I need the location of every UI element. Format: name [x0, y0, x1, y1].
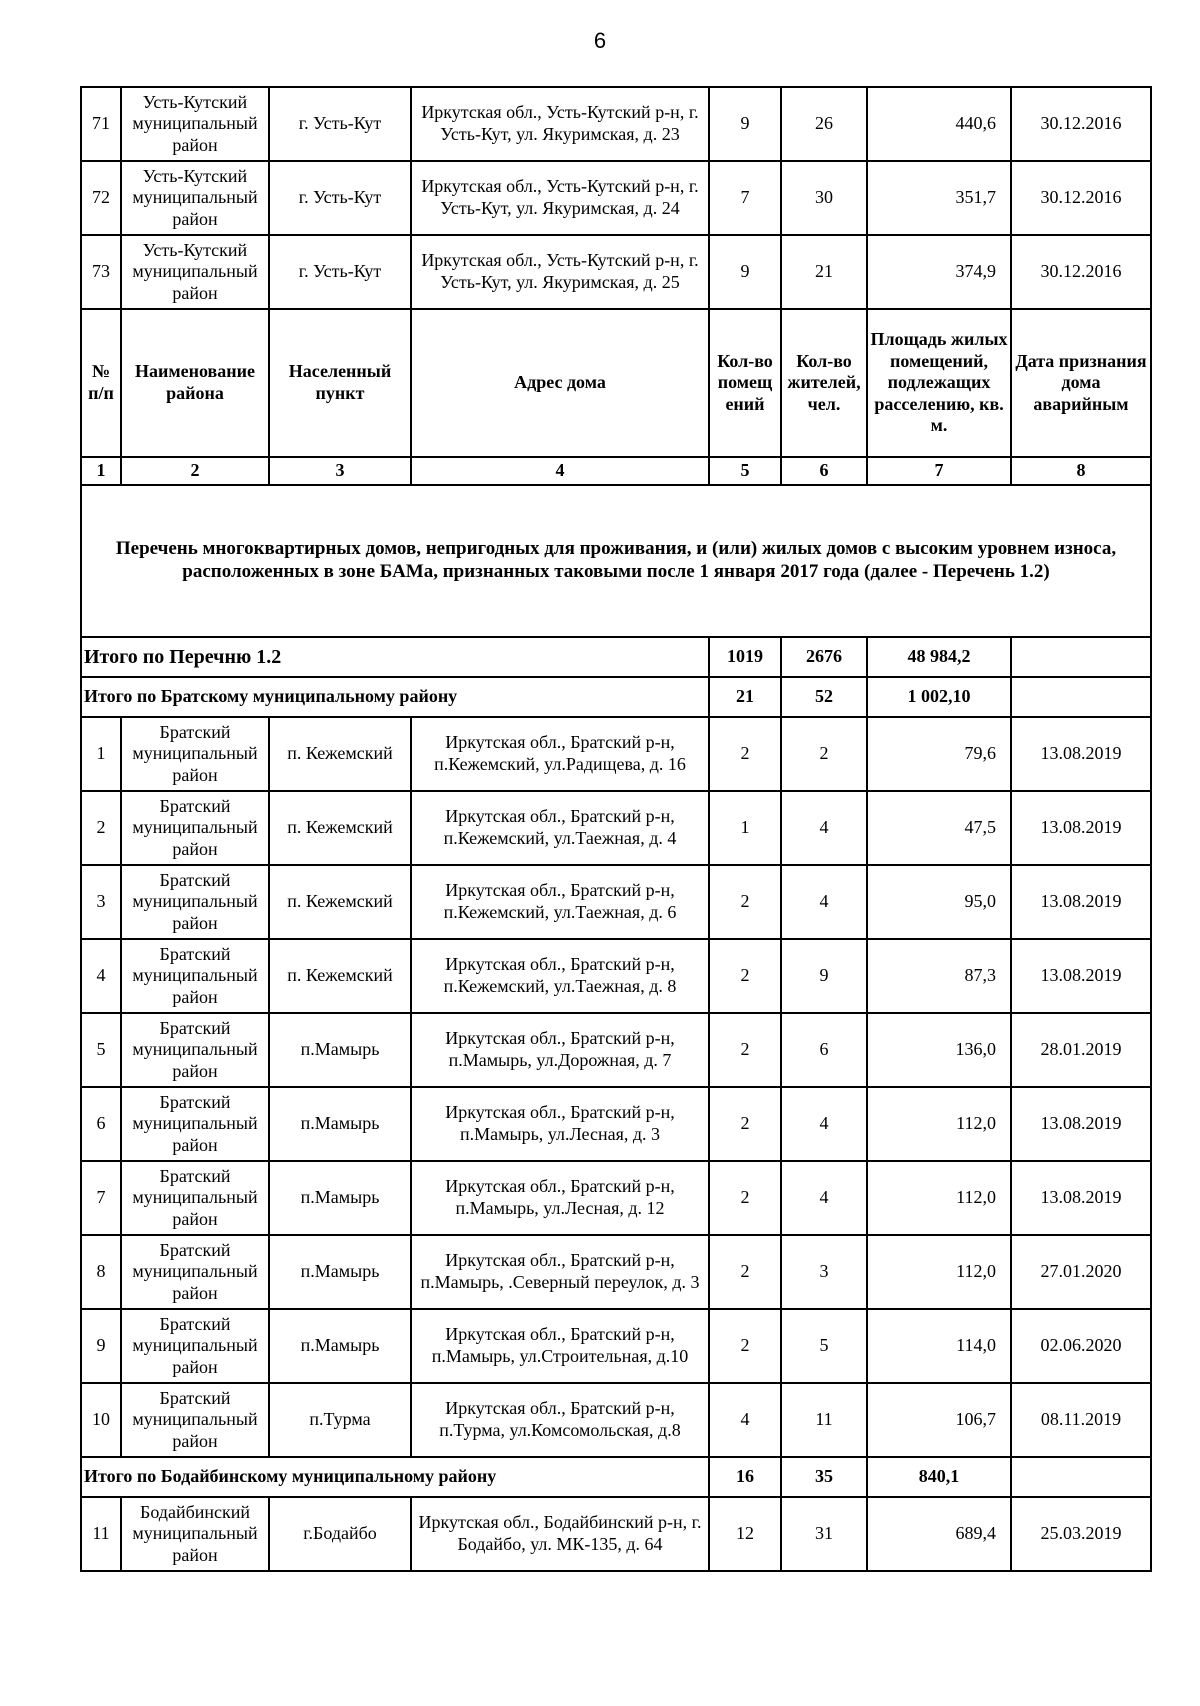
cell-residents: 4: [781, 865, 867, 939]
cell-no: 8: [81, 1235, 121, 1309]
cell-address: Иркутская обл., Братский р-н, п.Мамырь, ул.Лесная, д. 12: [411, 1161, 709, 1235]
total-bodaibo-row: [81, 1457, 1151, 1497]
cell-address: Иркутская обл., Братский р-н, п.Турма, ул.Комсомольская, д.8: [411, 1383, 709, 1457]
table-row: [81, 865, 1151, 939]
cell-residents: 4: [781, 791, 867, 865]
bratsk-rows: [81, 717, 1151, 1457]
cell-no: 6: [81, 1087, 121, 1161]
cell-settlement: п. Кежемский: [269, 791, 411, 865]
cell-residents: 9: [781, 939, 867, 1013]
cell-rooms: 2: [709, 717, 781, 791]
total-bodaibo-label: Итого по Бодайбинскому муниципальному району: [81, 1457, 709, 1497]
cell-settlement: г. Усть-Кут: [269, 87, 411, 161]
table-row: [81, 1309, 1151, 1383]
total-bratsk-label: Итого по Братскому муниципальному району: [81, 677, 709, 717]
cell-rooms: 12: [709, 1497, 781, 1571]
cell-residents: 30: [781, 161, 867, 235]
table-row: [81, 1235, 1151, 1309]
table-row: [81, 161, 1151, 235]
total-bratsk-date: [1011, 677, 1151, 717]
cell-area: 112,0: [867, 1235, 1011, 1309]
header-residents: Кол-во жителей, чел.: [781, 309, 867, 457]
cell-district: Братский муниципальный район: [121, 1235, 269, 1309]
cell-settlement: г. Усть-Кут: [269, 235, 411, 309]
cell-date: 30.12.2016: [1011, 235, 1151, 309]
cell-area: 95,0: [867, 865, 1011, 939]
cell-address: Иркутская обл., Братский р-н, п.Кежемский, ул.Таежная, д. 6: [411, 865, 709, 939]
cell-settlement: п. Кежемский: [269, 939, 411, 1013]
cell-residents: 3: [781, 1235, 867, 1309]
cell-address: Иркутская обл., Братский р-н, п.Мамырь, .Северный переулок, д. 3: [411, 1235, 709, 1309]
cell-area: 87,3: [867, 939, 1011, 1013]
cell-settlement: п. Кежемский: [269, 865, 411, 939]
cell-date: 25.03.2019: [1011, 1497, 1151, 1571]
cell-district: Братский муниципальный район: [121, 939, 269, 1013]
cell-no: 73: [81, 235, 121, 309]
cell-no: 7: [81, 1161, 121, 1235]
cell-no: 5: [81, 1013, 121, 1087]
cell-address: Иркутская обл., Братский р-н, п.Мамырь, ул.Дорожная, д. 7: [411, 1013, 709, 1087]
column-number: 1: [81, 457, 121, 485]
cell-no: 10: [81, 1383, 121, 1457]
table-row: [81, 791, 1151, 865]
table-row: [81, 235, 1151, 309]
total-bodaibo-date: [1011, 1457, 1151, 1497]
housing-registry-table: [80, 86, 1152, 1572]
cell-address: Иркутская обл., Бодайбинский р-н, г. Бодайбо, ул. МК-135, д. 64: [411, 1497, 709, 1571]
cell-area: 106,7: [867, 1383, 1011, 1457]
column-number: 5: [709, 457, 781, 485]
cell-no: 2: [81, 791, 121, 865]
cell-date: 13.08.2019: [1011, 717, 1151, 791]
cell-address: Иркутская обл., Усть-Кутский р-н, г. Усть-Кут, ул. Якуримская, д. 25: [411, 235, 709, 309]
table-row: [81, 1161, 1151, 1235]
cell-address: Иркутская обл., Усть-Кутский р-н, г. Усть-Кут, ул. Якуримская, д. 24: [411, 161, 709, 235]
cell-area: 112,0: [867, 1087, 1011, 1161]
cell-settlement: п.Мамырь: [269, 1161, 411, 1235]
cell-residents: 4: [781, 1087, 867, 1161]
cell-date: 13.08.2019: [1011, 865, 1151, 939]
cell-district: Усть-Кутский муниципальный район: [121, 161, 269, 235]
cell-date: 13.08.2019: [1011, 939, 1151, 1013]
cell-date: 27.01.2020: [1011, 1235, 1151, 1309]
cell-rooms: 9: [709, 235, 781, 309]
table-row: [81, 87, 1151, 161]
header-date: Дата признания дома аварийным: [1011, 309, 1151, 457]
column-number: 6: [781, 457, 867, 485]
header-area: Площадь жилых помещений, подлежащих расселению, кв. м.: [867, 309, 1011, 457]
top-rows: [81, 87, 1151, 309]
table-row: [81, 1383, 1151, 1457]
cell-residents: 21: [781, 235, 867, 309]
total-bratsk-residents: 52: [781, 677, 867, 717]
cell-rooms: 2: [709, 1013, 781, 1087]
cell-settlement: г. Усть-Кут: [269, 161, 411, 235]
table-row: [81, 717, 1151, 791]
cell-rooms: 2: [709, 1235, 781, 1309]
column-header-row: [81, 309, 1151, 457]
cell-residents: 26: [781, 87, 867, 161]
total-bratsk-area: 1 002,10: [867, 677, 1011, 717]
cell-district: Братский муниципальный район: [121, 1013, 269, 1087]
cell-no: 1: [81, 717, 121, 791]
cell-residents: 6: [781, 1013, 867, 1087]
cell-district: Усть-Кутский муниципальный район: [121, 87, 269, 161]
cell-rooms: 7: [709, 161, 781, 235]
cell-no: 4: [81, 939, 121, 1013]
header-no: № п/п: [81, 309, 121, 457]
section-title-row: [81, 485, 1151, 637]
cell-area: 79,6: [867, 717, 1011, 791]
cell-address: Иркутская обл., Братский р-н, п.Кежемский, ул.Таежная, д. 8: [411, 939, 709, 1013]
cell-residents: 4: [781, 1161, 867, 1235]
total-bodaibo-rooms: 16: [709, 1457, 781, 1497]
cell-no: 72: [81, 161, 121, 235]
page-number: 6: [593, 28, 607, 53]
cell-settlement: п.Турма: [269, 1383, 411, 1457]
cell-date: 13.08.2019: [1011, 1161, 1151, 1235]
cell-no: 9: [81, 1309, 121, 1383]
total-list-area: 48 984,2: [867, 637, 1011, 677]
cell-district: Братский муниципальный район: [121, 791, 269, 865]
cell-area: 689,4: [867, 1497, 1011, 1571]
cell-settlement: п.Мамырь: [269, 1087, 411, 1161]
cell-address: Иркутская обл., Братский р-н, п.Мамырь, ул.Лесная, д. 3: [411, 1087, 709, 1161]
cell-residents: 31: [781, 1497, 867, 1571]
cell-no: 71: [81, 87, 121, 161]
cell-date: 13.08.2019: [1011, 1087, 1151, 1161]
cell-settlement: п. Кежемский: [269, 717, 411, 791]
cell-date: 28.01.2019: [1011, 1013, 1151, 1087]
column-number: 8: [1011, 457, 1151, 485]
cell-no: 3: [81, 865, 121, 939]
cell-address: Иркутская обл., Братский р-н, п.Кежемский, ул.Таежная, д. 4: [411, 791, 709, 865]
cell-rooms: 9: [709, 87, 781, 161]
cell-area: 440,6: [867, 87, 1011, 161]
cell-area: 136,0: [867, 1013, 1011, 1087]
cell-settlement: г.Бодайбо: [269, 1497, 411, 1571]
cell-district: Братский муниципальный район: [121, 1161, 269, 1235]
cell-rooms: 1: [709, 791, 781, 865]
cell-date: 13.08.2019: [1011, 791, 1151, 865]
cell-date: 30.12.2016: [1011, 161, 1151, 235]
cell-area: 112,0: [867, 1161, 1011, 1235]
header-district: Наименование района: [121, 309, 269, 457]
column-number: 7: [867, 457, 1011, 485]
table-row: [81, 939, 1151, 1013]
cell-area: 47,5: [867, 791, 1011, 865]
column-number: 4: [411, 457, 709, 485]
cell-area: 351,7: [867, 161, 1011, 235]
header-rooms: Кол-во помещ ений: [709, 309, 781, 457]
total-bratsk-row: [81, 677, 1151, 717]
cell-district: Братский муниципальный район: [121, 1309, 269, 1383]
total-list-residents: 2676: [781, 637, 867, 677]
cell-address: Иркутская обл., Усть-Кутский р-н, г. Усть-Кут, ул. Якуримская, д. 23: [411, 87, 709, 161]
table-row: [81, 1087, 1151, 1161]
total-bodaibo-residents: 35: [781, 1457, 867, 1497]
cell-address: Иркутская обл., Братский р-н, п.Кежемский, ул.Радищева, д. 16: [411, 717, 709, 791]
cell-rooms: 2: [709, 865, 781, 939]
cell-settlement: п.Мамырь: [269, 1013, 411, 1087]
header-settlement: Населенный пункт: [269, 309, 411, 457]
total-list-label: Итого по Перечню 1.2: [81, 637, 709, 677]
cell-district: Бодайбинский муниципальный район: [121, 1497, 269, 1571]
cell-district: Братский муниципальный район: [121, 717, 269, 791]
bodaibo-total-block: [81, 1457, 1151, 1497]
total-list-rooms: 1019: [709, 637, 781, 677]
column-number: 2: [121, 457, 269, 485]
cell-settlement: п.Мамырь: [269, 1235, 411, 1309]
table-header-block: [81, 309, 1151, 717]
total-list-row: [81, 637, 1151, 677]
cell-district: Братский муниципальный район: [121, 865, 269, 939]
column-number-row: [81, 457, 1151, 485]
cell-rooms: 2: [709, 939, 781, 1013]
header-address: Адрес дома: [411, 309, 709, 457]
cell-rooms: 2: [709, 1309, 781, 1383]
table-row: [81, 1497, 1151, 1571]
section-title: Перечень многоквартирных домов, непригодных для проживания, и (или) жилых домов с высоким уровнем износа, расположенных в зоне БАМа, признанных таковыми после 1 января 2017 года (далее - Перечень 1.2): [81, 485, 1151, 637]
cell-date: 08.11.2019: [1011, 1383, 1151, 1457]
table-row: [81, 1013, 1151, 1087]
total-list-date: [1011, 637, 1151, 677]
cell-date: 30.12.2016: [1011, 87, 1151, 161]
cell-area: 374,9: [867, 235, 1011, 309]
total-bodaibo-area: 840,1: [867, 1457, 1011, 1497]
column-number: 3: [269, 457, 411, 485]
cell-residents: 5: [781, 1309, 867, 1383]
cell-district: Усть-Кутский муниципальный район: [121, 235, 269, 309]
cell-date: 02.06.2020: [1011, 1309, 1151, 1383]
bodaibo-rows: [81, 1497, 1151, 1571]
cell-address: Иркутская обл., Братский р-н, п.Мамырь, ул.Строительная, д.10: [411, 1309, 709, 1383]
cell-rooms: 2: [709, 1161, 781, 1235]
cell-no: 11: [81, 1497, 121, 1571]
cell-rooms: 4: [709, 1383, 781, 1457]
cell-district: Братский муниципальный район: [121, 1087, 269, 1161]
cell-rooms: 2: [709, 1087, 781, 1161]
cell-residents: 2: [781, 717, 867, 791]
cell-residents: 11: [781, 1383, 867, 1457]
cell-settlement: п.Мамырь: [269, 1309, 411, 1383]
total-bratsk-rooms: 21: [709, 677, 781, 717]
cell-district: Братский муниципальный район: [121, 1383, 269, 1457]
cell-area: 114,0: [867, 1309, 1011, 1383]
